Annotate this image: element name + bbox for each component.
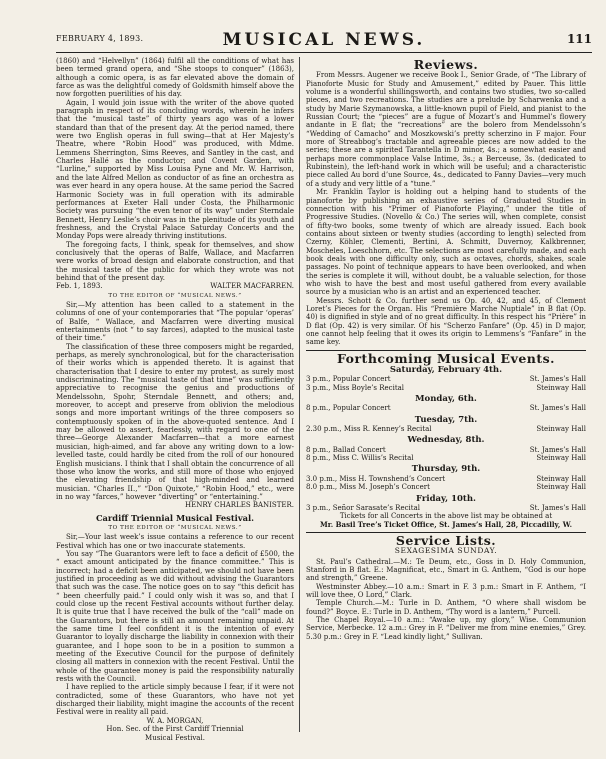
event-time: 3 p.m., Miss Boyle’s Recital	[306, 383, 405, 392]
paragraph: Again, I would join issue with the writer of the above quoted paragraph in respect of its concluding words, wherein he infers that the “musical taste” of thirty years ago was of a lower standard than that of the present day. At the period named, there were two English operas in full swing—that at Her Majesty’s Theatre, where “Robin Hood” was produced, with Mdme. Lemmens Sherrington, Sims Reeves, and Santley in the cast, and Charles Hallé as the conductor; and Covent Garden, with “Lurline,” supported by Miss Louisa Pyne and Mr. W. Harrison, and the late Alfred Mellon as conductor of as fine an orchestra as was ever heard in any opera house. At the same period the Sacred Harmonic Society was in full operation with its admirable performances at Exeter Hall under Costa, the Philharmonic Society was pursuing “the even tenor of its way” under Sterndale Bennett, Henry Leslie’s choir was in the plenitude of its youth and freshness, and the Crystal Palace Saturday Concerts and the Monday Pops were already thriving institutions.	[56, 98, 294, 241]
paragraph: Mr. Franklin Taylor is holding out a helping hand to students of the pianoforte by publishing an exhaustive series of Graduated Studies in connection with his “Primer of Pianoforte Playing,” under the title of Progressive Studies. (Novello & Co.) The series will, when complete, consist of fifty-two books, some twenty of which are already issued. Each book contains about sixteen or twenty studies (according to length) selected from Czerny, Köhler, Clementi, Bertini, A. Schmitt, Duvernoy, Kalkbrenner, Moscheles, Loeschhorn, etc. The selections are most carefully made, and each book deals with one difficulty only, such as octaves, chords, shakes, scale passages. No point of technique appears to have been overlooked, and when the series is complete it will, without doubt, be a valuable selection, for those who wish to have the best and most useful gathered from every available source by a musician who is an artist and an experienced teacher.	[306, 188, 586, 297]
event-time: 8 p.m., Miss C. Willis’s Recital	[306, 454, 414, 463]
paragraph: You say “The Guarantors were left to face a deficit of £500, the “ exact amount anticipated by the finance committee.” This is incorrect; had a deficit been anticipated, we should not have been justified in proceeding as we did without advising the Guarantors that such was the case. The notice goes on to say “this deficit has “ been cheerfully paid.” I could only wish it was so, and that I could close up the recent Festival accounts without further delay. It is quite true that I have received the bulk of the “call” made on the Guarantors, but there is still an amount remaining unpaid. At the same time I feel confident it is the intention of every Guarantor to loyally discharge the liability in connexion with their guarantee, and I hope soon to be in a position to summon a meeting of the Executive Council for the purpose of definitely closing all matters in connexion with the recent Festival. Until the whole of the guarantee money is paid the responsibility naturally rests with the Council.	[56, 549, 294, 684]
event-time: 3.0 p.m., Miss H. Townshend’s Concert	[306, 474, 446, 483]
paragraph: The classification of these three composers might be regarded, perhaps, as merely synchronological, but for the characterisation of their works which is appended thereto. It is against that characterisation that I desire to enter my protest, as surely most undiscriminating. The “musical taste of that time” was sufficiently appreciative to recognise the genius and productions of Mendelssohn, Spohr, Sterndale Bennett, and others; and, moreover, to accept and preserve from oblivion the melodious songs and more important writings of the three composers so contemptuously spoken of in the above-quoted sentence. And I may be allowed to assert, fearlessly, with regard to one of the three—George Alexander Macfarren—that a more earnest musician, high-aimed, and far above any writing down to a low-levelled taste, could hardly be cited from the roll of our honoured English musicians. I think that I shall obtain the concurrence of all those who know the works, and still more of those who enjoyed the elevating friendship of that high-minded and learned musician. “Charles II.,” “Don Quixote,” “Robin Hood,” etc., were in no way “farces,” however “diverting” or “entertaining.”	[56, 342, 294, 501]
service-entry: St. Paul’s Cathedral.—M.: Te Deum, etc., Goss in D. Holy Communion, Stanford in B flat. E.: Magnificat, etc., Smart in G. Anthem, “God is our hope and strength,” Greene.	[306, 557, 586, 583]
event-row	[306, 454, 586, 462]
section-heading: Reviews.	[413, 57, 479, 72]
event-venue: St. James’s Hall	[529, 404, 586, 413]
event-day-heading: Monday, 6th.	[415, 394, 477, 405]
event-row	[306, 375, 586, 383]
paragraph: Sir,—My attention has been called to a statement in the columns of one of your contemporaries that “The popular ‘operas’ of Balfe, “ Wallace, and Macfarren were diverting musical entertainments (not “ to say farces), adapted to the musical taste of their time.”	[56, 300, 294, 343]
event-day-heading: Wednesday, 8th.	[407, 435, 485, 446]
paragraph: Messrs. Schott & Co. further send us Op. 40, 42, and 45, of Clement Loret’s Pieces for the Organ. His “Première Marche Nuptiale” in B flat (Op. 40) is dignified in style and of no great difficulty. In this respect his “Prière” in D flat (Op. 42) is very similar. Of his “Scherzo Fanfare” (Op. 45) in D major, one cannot help feeling that it owes its origin to Lemmens’s “Fanfare” in the same key.	[306, 296, 586, 347]
event-time: 8 p.m., Ballad Concert	[306, 445, 386, 454]
page-number: 111	[566, 32, 592, 46]
service-entry: Temple Church.—M.: Turle in D. Anthem, “O where shall wisdom be found?” Boyce. E.: Turle in D. Anthem, “Thy word is a lantern,” Purcell.	[306, 599, 586, 616]
event-venue: Steinway Hall	[536, 454, 586, 463]
signature-date: Feb. 1, 1893.	[56, 282, 103, 291]
event-row	[306, 384, 586, 392]
event-day-heading: Thursday, 9th.	[411, 464, 481, 475]
paragraph: (1860) and “Helvellyn” (1864) fulfil all the conditions of what has been termed grand opera, and “She stoops to conquer” (1863), although a comic opera, is as far elevated above the domain of farce as was the delightful comedy of Goldsmith himself above the now forgotten puerilities of his day.	[56, 57, 294, 99]
letter-heading: TO THE EDITOR OF “MUSICAL NEWS.”	[108, 292, 242, 299]
event-time: 3 p.m., Popular Concert	[306, 375, 391, 384]
masthead-title: MUSICAL NEWS.	[222, 30, 426, 50]
event-row	[306, 404, 586, 412]
event-time: 3 p.m., Señor Sarasate’s Recital	[306, 503, 420, 512]
signature-line	[56, 282, 294, 290]
event-row	[306, 483, 586, 491]
signature-title: Musical Festival.	[145, 733, 205, 742]
event-venue: St. James’s Hall	[529, 445, 586, 454]
event-venue: St. James’s Hall	[529, 503, 586, 512]
event-time: 8.0 p.m., Miss M. Joseph’s Concert	[306, 483, 430, 492]
signature-name: HENRY CHARLES BANISTER.	[185, 501, 294, 510]
service-entry: Westminster Abbey.—10 a.m.: Smart in F. 3 p.m.: Smart in F. Anthem, “I will love thee, O Lord,” Clark.	[306, 582, 586, 599]
paragraph: The foregoing facts, I think, speak for themselves, and show conclusively that the operas of Balfe, Wallace, and Macfarren were works of broad design and elaborate construction, and that the musical taste of the public for which they wrote was not behind that of the present day.	[56, 240, 294, 282]
right-column	[306, 57, 586, 641]
event-venue: Steinway Hall	[536, 474, 586, 483]
event-venue: Steinway Hall	[536, 425, 586, 434]
signature-name: W. A. MORGAN,	[146, 716, 204, 725]
sunday-heading: SEXAGESIMA SUNDAY.	[394, 546, 498, 556]
column-divider	[299, 57, 300, 732]
letter-heading: TO THE EDITOR OF “MUSICAL NEWS.”	[108, 524, 242, 531]
events-list	[306, 366, 586, 512]
event-row	[306, 425, 586, 433]
event-venue: Steinway Hall	[536, 383, 586, 392]
signature-title: Hon. Sec. of the First Cardiff Triennial	[106, 725, 244, 734]
event-time: 8 p.m., Popular Concert	[306, 404, 391, 413]
paragraph: Sir,—Your last week’s issue contains a reference to our recent Festival which has one or two inaccurate statements.	[56, 533, 294, 550]
event-row	[306, 446, 586, 454]
event-day-heading: Friday, 10th.	[416, 493, 476, 504]
tickets-note: Tickets for all Concerts in the above list may be obtained at	[339, 512, 553, 521]
event-venue: St. James’s Hall	[529, 375, 586, 384]
event-row	[306, 504, 586, 512]
event-time: 2.30 p.m., Miss R. Kenney’s Recital	[306, 425, 432, 434]
left-column	[56, 57, 294, 742]
signature-name: WALTER MACFARREN.	[210, 282, 294, 291]
page-header	[56, 30, 592, 53]
section-heading: Forthcoming Musical Events.	[336, 350, 556, 366]
service-entry: The Chapel Royal.—10 a.m.: “Awake up, my glory,” Wise. Communion Service, Merbecke. 12 a.m.: Grey in F. “Deliver me from mine enemies,” Grey. 5.30 p.m.: Grey in F. “Lead kindly light,” Sullivan.	[306, 615, 586, 641]
section-heading: Cardiff Triennial Musical Festival.	[95, 512, 255, 523]
paragraph: I have replied to the article simply because I fear, if it were not contradicted, some of these Guarantors, who have not yet discharged their liability, might imagine the accounts of the recent Festival were in reality all paid.	[56, 683, 294, 717]
section-heading: Service Lists.	[395, 532, 497, 548]
tickets-note: Mr. Basil Tree’s Ticket Office, St. James’s Hall, 28, Piccadilly, W.	[319, 519, 573, 529]
paragraph: From Messrs. Augener we receive Book I., Senior Grade, of “The Library of Pianoforte Music for Study and Amusement,” edited by Pauer. This little volume is a wonderful shillingsworth, and contains two studies, two so-called pieces, and two recreations. The studies are a prelude by Scharwenka and a study by Marie Szymanowska, a little-known pupil of Field, and pianist to the Russian Court; the “pieces” are a fugue of Mozart’s and Hummel’s flowery andante in E flat; the “recreations” are the bolero from Mendelssohn’s “Wedding of Camacho” and Moszkowski’s pretty scherzino in F major. Four more of Streabbog’s tractable and agreeable pieces are now added to the series; these are a spirited Tarantella in D minor, 4s.; a somewhat easier and perhaps more commonplace Valse Intime, 3s.; a Berceuse, 3s. (dedicated to Rubinstein), the left-hand work in which will be useful; and a characteristic piece called Au bord d’une Source, 4s., dedicated to Fanny Davies—very much of a study and very little of a “tune.”	[306, 71, 586, 188]
event-venue: Steinway Hall	[536, 483, 586, 492]
event-day-heading: Saturday, February 4th.	[389, 365, 503, 376]
event-row	[306, 475, 586, 483]
header-date: FEBRUARY 4, 1893.	[56, 34, 144, 43]
event-day-heading: Tuesday, 7th.	[414, 414, 478, 425]
